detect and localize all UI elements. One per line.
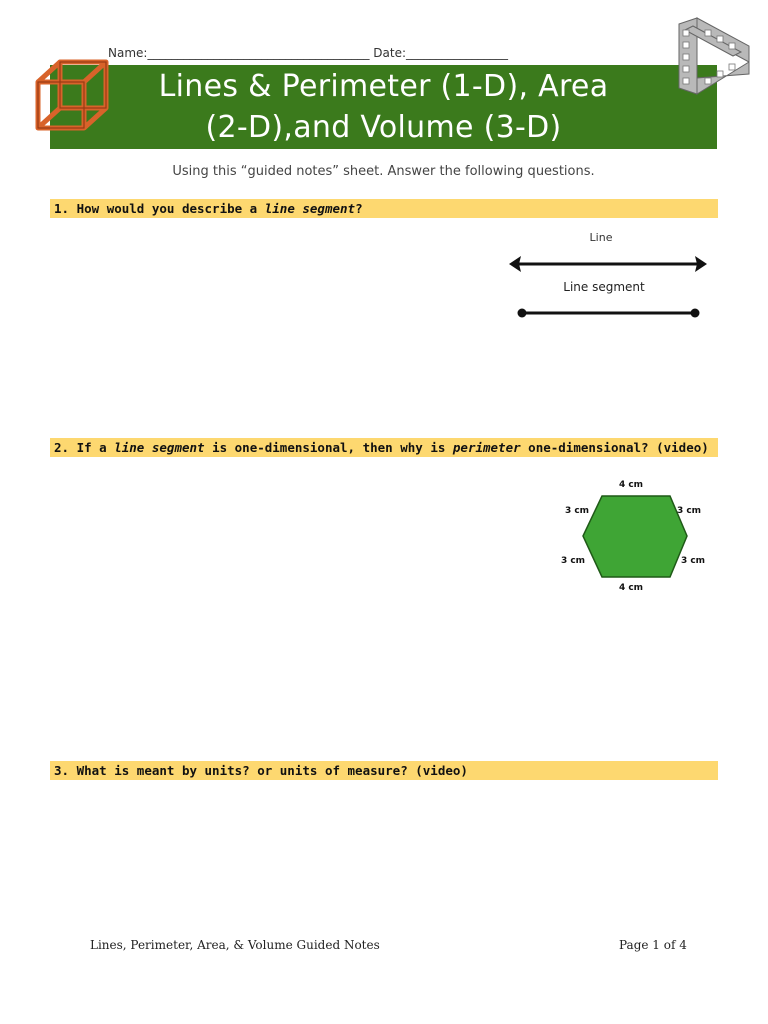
date-label: Date: — [373, 46, 407, 60]
question-2 — [50, 438, 718, 457]
question-text: How would you describe a — [76, 201, 265, 216]
side-label-bottom: 4 cm — [618, 583, 644, 593]
question-text: If a — [76, 440, 115, 455]
question-text: one-dimensional? (video) — [520, 440, 709, 455]
question-emphasis: line segment — [264, 201, 356, 216]
hexagon-shape — [583, 496, 687, 577]
line-label: Line — [589, 231, 613, 244]
cube-logo-icon — [32, 56, 114, 140]
question-3 — [50, 761, 718, 780]
impossible-triangle-icon — [675, 16, 753, 98]
question-text: What is meant by units? or units of measure? (video) — [76, 763, 468, 778]
segment-endpoint — [691, 309, 700, 318]
question-emphasis: line segment — [114, 440, 205, 455]
name-date-line — [108, 46, 508, 60]
question-text: ? — [355, 201, 363, 216]
footer-title: Lines, Perimeter, Area, & Volume Guided Notes — [90, 938, 380, 952]
question-1 — [50, 199, 718, 218]
title-line-2: (2-D),and Volume (3-D) — [205, 110, 562, 145]
hexagon-figure — [555, 476, 715, 598]
line-vs-segment-figure — [505, 228, 715, 328]
question-number: 2. — [54, 440, 70, 455]
question-text: is one-dimensional, then why is — [204, 440, 453, 455]
question-emphasis: perimeter — [452, 440, 521, 455]
side-label-top: 4 cm — [618, 480, 644, 490]
name-blank[interactable]: _____________________________________ — [147, 46, 370, 60]
page-title — [50, 66, 717, 148]
segment-endpoint — [518, 309, 527, 318]
side-label-upper-right: 3 cm — [676, 506, 702, 516]
title-line-1: Lines & Perimeter (1-D), Area — [158, 69, 609, 104]
date-blank[interactable]: _________________ — [406, 46, 509, 60]
question-number: 1. — [54, 201, 70, 216]
name-label: Name: — [108, 46, 148, 60]
instructions-text: Using this “guided notes” sheet. Answer the following questions. — [172, 164, 595, 179]
page-number: Page 1 of 4 — [619, 938, 687, 952]
side-label-upper-left: 3 cm — [564, 506, 590, 516]
side-label-lower-left: 3 cm — [560, 556, 586, 566]
side-label-lower-right: 3 cm — [680, 556, 706, 566]
segment-label: Line segment — [563, 280, 645, 294]
question-number: 3. — [54, 763, 70, 778]
